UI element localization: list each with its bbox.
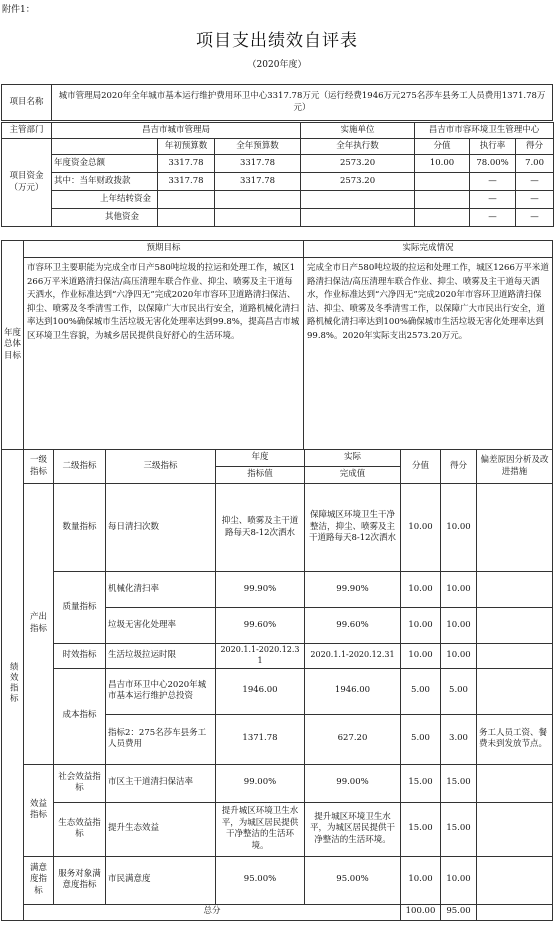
year-label: （2020年度）	[247, 60, 307, 70]
indicator-reason	[477, 484, 553, 572]
table-row	[2, 572, 553, 608]
funds-header: 全年执行数	[301, 139, 415, 155]
indicator-reason: 务工人员工资、餐费未到发放节点。	[477, 714, 553, 764]
funds-header: 分值	[415, 139, 470, 155]
indicator-name: 生活垃圾拉运时限	[106, 644, 216, 669]
indicator-max: 5.00	[401, 668, 441, 714]
indicator-name: 提升生态效益	[106, 802, 216, 856]
indicator-max: 15.00	[401, 802, 441, 856]
indicator-target: 1371.78	[216, 714, 305, 764]
indicator-name: 每日清扫次数	[106, 484, 216, 572]
perf-section-text: 绩效指标	[8, 661, 19, 704]
indicator-max: 10.00	[401, 572, 441, 608]
indicator-score: 10.00	[441, 644, 477, 669]
impl-label: 实施单位	[301, 123, 415, 139]
funds-row	[2, 209, 554, 227]
h-target: 指标值	[216, 467, 305, 484]
funds-row-label: 其他资金	[52, 209, 158, 227]
time-label: 时效指标	[54, 644, 106, 669]
indicator-target: 99.00%	[216, 764, 305, 802]
performance-table	[1, 449, 553, 921]
indicator-target: 1946.00	[216, 668, 305, 714]
funds-cell	[158, 191, 215, 209]
indicator-name: 昌吉市环卫中心2020年城市基本运行维护总投资	[106, 668, 216, 714]
funds-cell	[215, 191, 301, 209]
indicator-max: 10.00	[401, 856, 441, 904]
eco-label: 生态效益指标	[54, 802, 106, 856]
indicator-max: 5.00	[401, 714, 441, 764]
indicator-score: 5.00	[441, 668, 477, 714]
total-label: 总分	[24, 904, 401, 920]
indicator-target: 99.90%	[216, 572, 305, 608]
indicator-score: 3.00	[441, 714, 477, 764]
indicator-score: 10.00	[441, 856, 477, 904]
indicator-reason	[477, 608, 553, 644]
funds-cell: —	[470, 173, 516, 191]
funds-cell: —	[470, 209, 516, 227]
indicator-target: 抑尘、喷雾及主干道路每天8-12次洒水	[216, 484, 305, 572]
indicator-reason	[477, 802, 553, 856]
indicator-reason	[477, 668, 553, 714]
funds-cell: 2573.20	[301, 155, 415, 173]
goals-table	[1, 240, 553, 450]
table-row	[2, 668, 553, 714]
h-level1: 一级指标	[24, 450, 54, 484]
project-name-label: 项目名称	[2, 85, 52, 121]
indicator-actual: 保障城区环境卫生干净整洁，抑尘、喷雾及主干道路每天8-12次洒水	[305, 484, 401, 572]
indicator-name: 垃圾无害化处理率	[106, 608, 216, 644]
total-row	[2, 904, 553, 920]
indicator-reason	[477, 572, 553, 608]
qty-label: 数量指标	[54, 484, 106, 572]
indicator-score: 10.00	[441, 608, 477, 644]
indicator-score: 15.00	[441, 764, 477, 802]
table-row	[2, 856, 553, 904]
funds-cell	[215, 209, 301, 227]
funds-cell: 3317.78	[215, 155, 301, 173]
table-row	[2, 764, 553, 802]
funds-cell: —	[470, 191, 516, 209]
benefit-label: 效益指标	[24, 764, 54, 856]
indicator-actual: 95.00%	[305, 856, 401, 904]
funds-cell: 7.00	[516, 155, 554, 173]
table-row	[2, 644, 553, 669]
indicator-name: 机械化清扫率	[106, 572, 216, 608]
attachment-label: 附件1：	[2, 5, 35, 15]
h-done: 完成值	[305, 467, 401, 484]
social-label: 社会效益指标	[54, 764, 106, 802]
h-level2: 二级指标	[54, 450, 106, 484]
funds-row	[2, 173, 554, 191]
page-title: 项目支出绩效自评表	[196, 31, 358, 51]
funds-cell	[415, 209, 470, 227]
satisfaction-label: 满意度指标	[24, 856, 54, 904]
dept-label: 主管部门	[2, 123, 52, 139]
funds-cell: 2573.20	[301, 173, 415, 191]
indicator-score: 15.00	[441, 802, 477, 856]
funds-row	[2, 155, 554, 173]
funds-cell: —	[516, 191, 554, 209]
funds-cell: 3317.78	[158, 155, 215, 173]
table-row	[2, 484, 553, 572]
funds-cell	[301, 191, 415, 209]
indicator-actual: 99.60%	[305, 608, 401, 644]
indicator-reason	[477, 764, 553, 802]
h-year: 年度	[216, 450, 305, 467]
funds-cell: —	[516, 209, 554, 227]
expected-text: 市容环卫主要职能为完成全市日产580吨垃圾的拉运和处理工作，城区1266万平米道路清扫保洁/高压清理车联合作业、抑尘、喷雾及主干道每天洒水，作业标准达到“六净四无”完成2020年市容环卫道路清扫保洁、抑尘、喷雾及冬季清雪工作，以保障广大市民出行安全，道路机械化清扫率达到100%确保城市生活垃圾无害化处理率达到99.8%，提高昌吉市城区环境卫生容貌，为城乡居民提供良好舒心的生活环境。	[24, 258, 304, 450]
impl-value: 昌吉市市容环境卫生管理中心	[415, 123, 554, 139]
funds-header: 年初预算数	[158, 139, 215, 155]
indicator-max: 10.00	[401, 644, 441, 669]
funds-header: 执行率	[470, 139, 516, 155]
indicator-target: 99.60%	[216, 608, 305, 644]
indicator-actual: 99.00%	[305, 764, 401, 802]
indicator-reason	[477, 856, 553, 904]
indicator-max: 10.00	[401, 608, 441, 644]
funds-cell: 78.00%	[470, 155, 516, 173]
funds-cell: —	[516, 173, 554, 191]
indicator-score: 10.00	[441, 572, 477, 608]
indicator-name: 指标2：275名莎车县务工人员费用	[106, 714, 216, 764]
funds-header: 全年预算数	[215, 139, 301, 155]
funds-table	[1, 122, 554, 227]
funds-header: 得分	[516, 139, 554, 155]
funds-row	[2, 191, 554, 209]
funds-cell	[301, 209, 415, 227]
funds-cell	[415, 191, 470, 209]
indicator-actual: 提升城区环境卫生水平，为城区居民提供干净整洁的生活环境。	[305, 802, 401, 856]
funds-cell	[158, 209, 215, 227]
h-reason: 偏差原因分析及改进措施	[477, 450, 553, 484]
indicator-target: 提升城区环境卫生水平，为城区居民提供干净整洁的生活环境。	[216, 802, 305, 856]
h-score-max: 分值	[401, 450, 441, 484]
service-label: 服务对象满意度指标	[54, 856, 106, 904]
h-score: 得分	[441, 450, 477, 484]
perf-section-label	[2, 450, 24, 921]
total-score: 95.00	[441, 904, 477, 920]
indicator-target: 2020.1.1-2020.12.31	[216, 644, 305, 669]
cost-label: 成本指标	[54, 668, 106, 764]
indicator-actual: 627.20	[305, 714, 401, 764]
indicator-name: 市区主干道清扫保洁率	[106, 764, 216, 802]
funds-row-label: 其中：当年财政拨款	[52, 173, 158, 191]
indicator-max: 10.00	[401, 484, 441, 572]
funds-row-label: 上年结转资金	[52, 191, 158, 209]
actual-label: 实际完成情况	[304, 241, 553, 258]
project-name-table	[1, 84, 553, 121]
indicator-actual: 2020.1.1-2020.12.31	[305, 644, 401, 669]
indicator-target: 95.00%	[216, 856, 305, 904]
quality-label: 质量指标	[54, 572, 106, 644]
project-name-value: 城市管理局2020年全年城市基本运行维护费用环卫中心3317.78万元（运行经费1946万元275名莎车县务工人员费用1371.78万元）	[52, 85, 553, 121]
funds-cell	[415, 173, 470, 191]
indicator-actual: 1946.00	[305, 668, 401, 714]
output-label: 产出指标	[24, 484, 54, 765]
h-level3: 三级指标	[106, 450, 216, 484]
indicator-actual: 99.90%	[305, 572, 401, 608]
actual-text: 完成全市日产580吨垃圾的拉运和处理工作，城区1266万平米道路清扫保洁/高压清理车联合作业、抑尘、喷雾及主干道每天洒水，作业标准达到“六净四无”完成2020年市容环卫道路清扫保洁、抑尘、喷雾及冬季清雪工作，以保障广大市民出行安全，道路机械化清扫率达到100%确保城市生活垃圾无害化处理率达到99.8%。2020年实际支出2573.20万元。	[304, 258, 553, 450]
capital-label: 项目资金（万元）	[2, 139, 52, 227]
funds-cell: 10.00	[415, 155, 470, 173]
indicator-name: 市民满意度	[106, 856, 216, 904]
indicator-reason	[477, 644, 553, 669]
table-row	[2, 802, 553, 856]
indicator-score: 10.00	[441, 484, 477, 572]
h-actual: 实际	[305, 450, 401, 467]
total-max: 100.00	[401, 904, 441, 920]
funds-cell: 3317.78	[158, 173, 215, 191]
funds-cell: 3317.78	[215, 173, 301, 191]
dept-value: 昌吉市城市管理局	[52, 123, 301, 139]
expected-label: 预期目标	[24, 241, 304, 258]
funds-row-label: 年度资金总额	[52, 155, 158, 173]
goals-label: 年度总体目标	[2, 241, 24, 450]
indicator-max: 15.00	[401, 764, 441, 802]
